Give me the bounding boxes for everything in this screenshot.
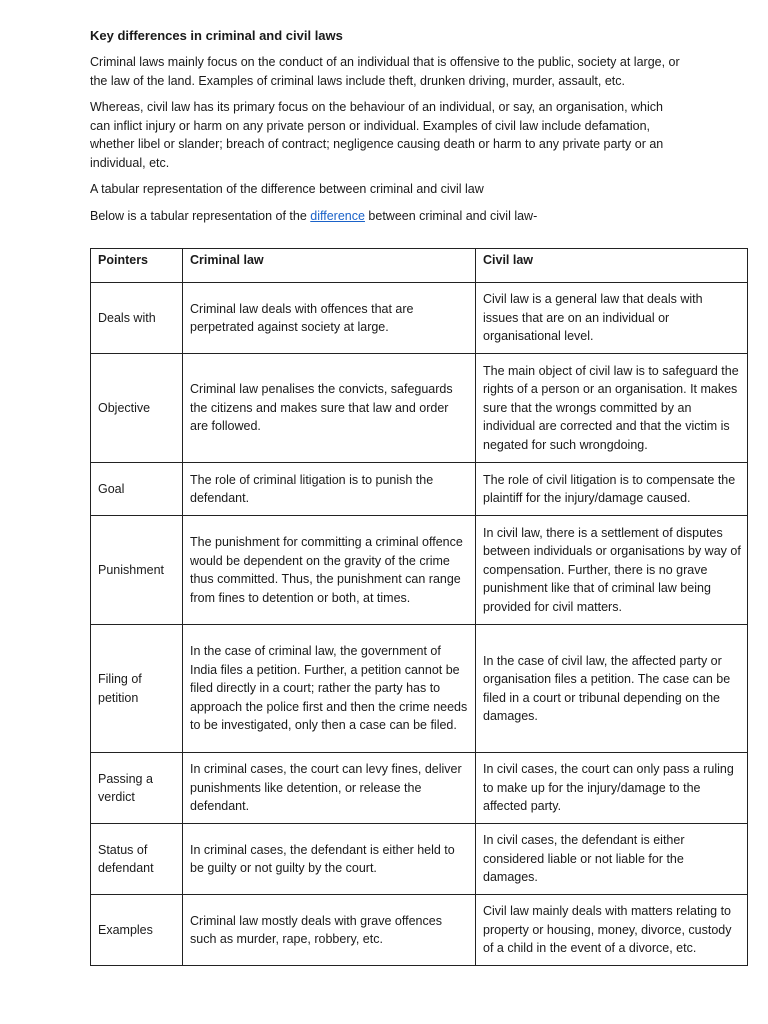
row-criminal: Criminal law penalises the convicts, safeguards the citizens and makes sure that law and order are followed. <box>183 354 476 463</box>
row-criminal: In criminal cases, the court can levy fines, deliver punishments like detention, or release the defendant. <box>183 753 476 824</box>
row-civil: Civil law mainly deals with matters relating to property or housing, money, divorce, custody of a child in the event of a divorce, etc. <box>476 895 748 966</box>
document-heading: Key differences in criminal and civil laws <box>90 28 343 43</box>
table-lead-paragraph <box>90 207 685 226</box>
row-criminal: In criminal cases, the defendant is either held to be guilty or not guilty by the court. <box>183 824 476 895</box>
row-criminal: Criminal law deals with offences that are perpetrated against society at large. <box>183 283 476 354</box>
row-criminal: The punishment for committing a criminal offence would be dependent on the gravity of the crime thus committed. Thus, the punishment can range from fines to detention or both, at times. <box>183 516 476 625</box>
row-pointer: Punishment <box>91 516 183 625</box>
table-row <box>91 625 748 753</box>
row-pointer: Goal <box>91 463 183 516</box>
row-civil: The main object of civil law is to safeguard the rights of a person or an organisation. It makes sure that the wrongs committed by an individual are corrected and that the victim is negated for such wrongdoing. <box>476 354 748 463</box>
table-row <box>91 824 748 895</box>
row-civil: In civil cases, the court can only pass a ruling to make up for the injury/damage to the affected party. <box>476 753 748 824</box>
row-pointer: Status of defendant <box>91 824 183 895</box>
row-pointer: Filing of petition <box>91 625 183 753</box>
row-criminal: The role of criminal litigation is to punish the defendant. <box>183 463 476 516</box>
table-row <box>91 463 748 516</box>
table-lead-prefix: Below is a tabular representation of the <box>90 208 311 223</box>
row-pointer: Objective <box>91 354 183 463</box>
row-criminal: Criminal law mostly deals with grave offences such as murder, rape, robbery, etc. <box>183 895 476 966</box>
tabular-intro-paragraph: A tabular representation of the difference between criminal and civil law <box>90 182 484 196</box>
row-civil: The role of civil litigation is to compensate the plaintiff for the injury/damage caused. <box>476 463 748 516</box>
table-row <box>91 895 748 966</box>
header-pointers: Pointers <box>91 249 183 283</box>
table-row <box>91 753 748 824</box>
row-civil: In civil cases, the defendant is either considered liable or not liable for the damages. <box>476 824 748 895</box>
comparison-table <box>90 248 748 966</box>
table-lead-suffix: between criminal and civil law- <box>364 208 538 223</box>
criminal-law-paragraph: Criminal laws mainly focus on the conduct of an individual that is offensive to the public, society at large, or the law of the land. Examples of criminal laws include theft, drunken driving, murder, assault, etc. <box>90 55 680 88</box>
header-criminal-law: Criminal law <box>183 249 476 283</box>
table-row <box>91 283 748 354</box>
table-row <box>91 516 748 625</box>
row-civil: In the case of civil law, the affected party or organisation files a petition. The case can be filed in a court or tribunal depending on the damages. <box>476 625 748 753</box>
document-body <box>90 26 690 233</box>
row-pointer: Passing a verdict <box>91 753 183 824</box>
table-header-row <box>91 249 748 283</box>
difference-link[interactable]: difference <box>310 208 365 223</box>
header-civil-law: Civil law <box>476 249 748 283</box>
civil-law-paragraph: Whereas, civil law has its primary focus on the behaviour of an individual, or say, an organisation, which can inflict injury or harm on any private person or individual. Examples of civil law include defamation, whether libel or slander; breach of contract; negligence causing death or harm to any private party or an individual, etc. <box>90 100 664 170</box>
row-criminal: In the case of criminal law, the government of India files a petition. Further, a petition cannot be filed directly in a court; rather the party has to approach the police first and then the crime needs to be investigated, only then a case can be filed. <box>183 625 476 753</box>
row-civil: Civil law is a general law that deals with issues that are on an individual or organisational level. <box>476 283 748 354</box>
table-row <box>91 354 748 463</box>
row-pointer: Deals with <box>91 283 183 354</box>
row-pointer: Examples <box>91 895 183 966</box>
row-civil: In civil law, there is a settlement of disputes between individuals or organisations by way of compensation. Further, there is no grave punishment like that of criminal law being provided for civil matters. <box>476 516 748 625</box>
